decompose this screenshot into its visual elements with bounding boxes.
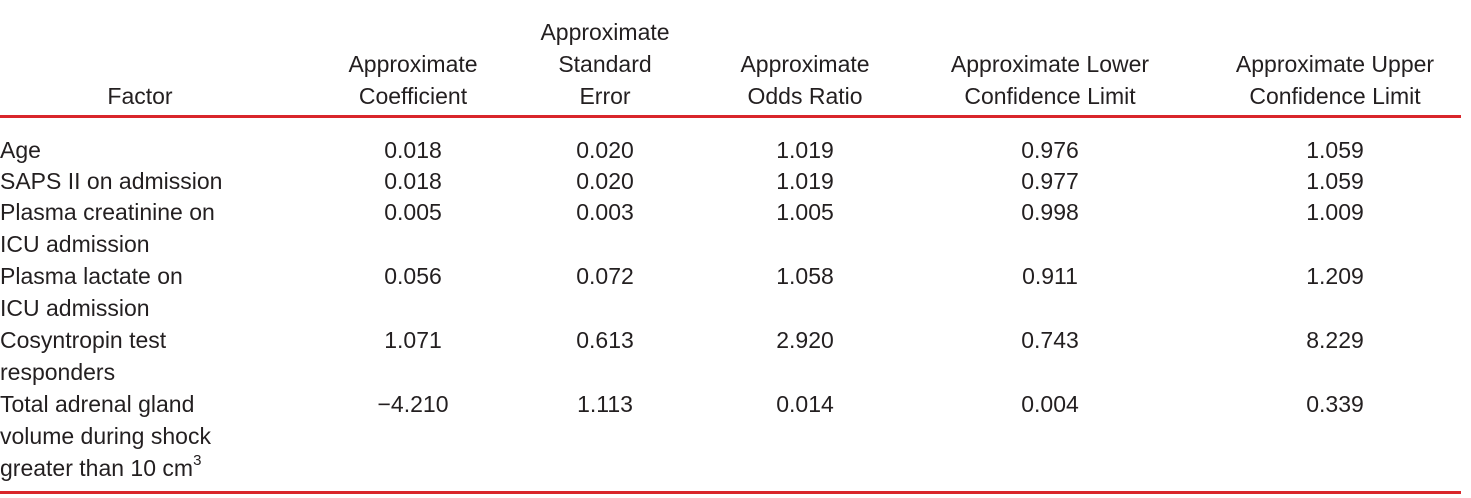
factor-cell [0,388,324,484]
lower-limit-cell: 0.004 [1021,391,1079,417]
coefficient-cell: 1.071 [384,327,442,353]
lower-limit-cell: 0.998 [1021,199,1079,225]
factor-cell [0,196,324,260]
odds-ratio-cell: 2.920 [776,327,834,353]
superscript-exponent: 3 [193,452,202,470]
header-coefficient-line1: Approximate [348,51,478,77]
header-factor-label: Factor [107,83,173,109]
odds-ratio-cell: 1.058 [776,263,834,289]
table-row [0,196,1461,260]
factor-label: Cosyntropin test [0,327,167,353]
header-factor [60,80,220,112]
header-coefficient-line2: Coefficient [358,83,468,109]
standard-error-cell: 0.003 [576,199,634,225]
table-row [0,388,1461,484]
coefficient-cell: 0.018 [384,137,442,163]
header-standard-error-line3: Error [579,83,631,109]
standard-error-cell: 0.020 [576,168,634,194]
factor-label-text: greater than 10 cm [0,455,194,481]
factor-label: Plasma creatinine on [0,199,215,225]
header-odds-ratio [710,48,900,112]
odds-ratio-cell: 1.019 [776,137,834,163]
header-standard-error-line1: Approximate [540,19,670,45]
odds-ratio-cell: 0.014 [776,391,834,417]
factor-cell [0,165,324,197]
coefficient-cell: 0.056 [384,263,442,289]
table-bottom-rule [0,491,1461,494]
upper-limit-cell: 0.339 [1306,391,1364,417]
lower-limit-cell: 0.743 [1021,327,1079,353]
factor-label-continued: volume during shock [0,423,211,449]
odds-ratio-cell: 1.019 [776,168,834,194]
header-lower-confidence-limit-line2: Confidence Limit [964,83,1136,109]
header-standard-error [510,16,700,112]
header-standard-error-line2: Standard [558,51,652,77]
factor-label-continued: ICU admission [0,295,150,321]
header-odds-ratio-line1: Approximate [740,51,870,77]
upper-limit-cell: 8.229 [1306,327,1364,353]
header-upper-confidence-limit-line2: Confidence Limit [1249,83,1421,109]
upper-limit-cell: 1.209 [1306,263,1364,289]
header-divider [0,115,1461,118]
table-row [0,324,1461,388]
header-upper-confidence-limit [1200,48,1470,112]
upper-limit-cell: 1.059 [1306,168,1364,194]
header-coefficient [318,48,508,112]
odds-ratio-cell: 1.005 [776,199,834,225]
standard-error-cell: 0.020 [576,137,634,163]
coefficient-cell: 0.018 [384,168,442,194]
factor-label-continued: responders [0,359,116,385]
table-row [0,165,1461,196]
coefficient-cell: 0.005 [384,199,442,225]
table-body [0,134,1461,484]
header-lower-confidence-limit [915,48,1185,112]
factor-cell [0,324,324,388]
standard-error-cell: 0.613 [576,327,634,353]
standard-error-cell: 0.072 [576,263,634,289]
upper-limit-cell: 1.009 [1306,199,1364,225]
factor-label-last-line [0,452,324,484]
header-lower-confidence-limit-line1: Approximate Lower [950,51,1150,77]
factor-label: SAPS II on admission [0,168,223,194]
table-row [0,134,1461,165]
lower-limit-cell: 0.911 [1022,263,1078,289]
factor-label: Total adrenal gland [0,391,195,417]
coefficient-cell: −4.210 [377,391,449,417]
header-odds-ratio-line2: Odds Ratio [747,83,863,109]
factor-label-continued: ICU admission [0,231,150,257]
standard-error-cell: 1.113 [577,391,633,417]
factor-cell [0,260,324,324]
header-upper-confidence-limit-line1: Approximate Upper [1235,51,1435,77]
table-header [0,0,1461,112]
factor-cell [0,134,324,166]
factor-label: Plasma lactate on [0,263,183,289]
lower-limit-cell: 0.977 [1021,168,1079,194]
upper-limit-cell: 1.059 [1306,137,1364,163]
table-row [0,260,1461,324]
factor-label: Age [0,137,41,163]
lower-limit-cell: 0.976 [1021,137,1079,163]
